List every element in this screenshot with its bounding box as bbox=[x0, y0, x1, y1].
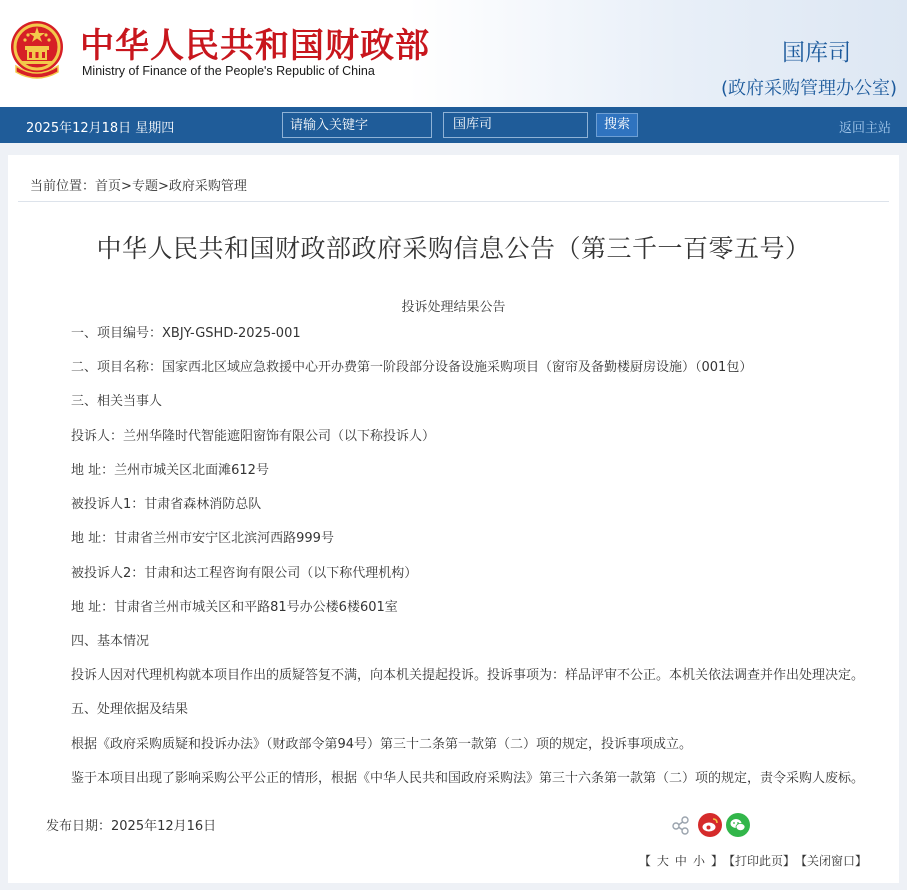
article-paragraph: 五、处理依据及结果 bbox=[71, 702, 189, 717]
article-paragraph: 鉴于本项目出现了影响采购公平公正的情形，根据《中华人民共和国政府采购法》第三十六条第一款第（二）项的规定，责令采购人废标。 bbox=[71, 771, 865, 786]
site-title-cn: 中华人民共和国财政部 bbox=[80, 26, 430, 66]
article-paragraph: 四、基本情况 bbox=[71, 634, 150, 649]
publish-date: 发布日期：2025年12月16日 bbox=[46, 819, 217, 834]
article-paragraph: 投诉人：兰州华隆时代智能遮阳窗饰有限公司（以下称投诉人） bbox=[71, 429, 436, 444]
article-paragraph: 地 址：兰州市城关区北面滩612号 bbox=[71, 463, 269, 478]
article-paragraph: 三、相关当事人 bbox=[71, 394, 163, 409]
search-input[interactable] bbox=[282, 112, 432, 138]
article-subtitle: 投诉处理结果公告 bbox=[401, 300, 506, 315]
page-tools bbox=[639, 852, 867, 869]
article-paragraph: 投诉人因对代理机构就本项目作出的质疑答复不满，向本机关提起投诉。投诉事项为：样品评审不公正。本机关依法调查并作出处理决定。 bbox=[71, 668, 865, 683]
article-paragraph: 根据《政府采购质疑和投诉办法》（财政部令第94号）第三十二条第一款第（二）项的规定，投诉事项成立。 bbox=[71, 737, 693, 752]
article-paragraph: 地 址：甘肃省兰州市安宁区北滨河西路999号 bbox=[71, 531, 334, 546]
top-navbar bbox=[0, 107, 907, 143]
article-paragraph: 被投诉人1：甘肃省森林消防总队 bbox=[71, 497, 262, 512]
article-paragraph: 二、项目名称：国家西北区域应急救援中心开办费第一阶段部分设备设施采购项目（窗帘及备勤楼厨房设施）（001包） bbox=[71, 360, 753, 375]
weibo-icon[interactable] bbox=[698, 813, 722, 837]
article-paragraph: 被投诉人2：甘肃和达工程咨询有限公司（以下称代理机构） bbox=[71, 566, 418, 581]
breadcrumb-home[interactable]: 首页 bbox=[95, 179, 122, 194]
breadcrumb-divider bbox=[18, 201, 889, 202]
return-home-link[interactable]: 返回主站 bbox=[838, 121, 891, 136]
print-page-link[interactable]: 【打印此页】 bbox=[728, 854, 795, 868]
font-size-bracket-close: 】 bbox=[710, 854, 723, 868]
site-header bbox=[0, 0, 907, 107]
breadcrumb-prefix: 当前位置： bbox=[30, 179, 96, 194]
current-date: 2025年12月18日 星期四 bbox=[26, 121, 175, 136]
wechat-icon[interactable] bbox=[726, 813, 750, 837]
font-size-bracket-open: 【 bbox=[638, 854, 651, 868]
font-size-large[interactable]: 大 bbox=[656, 854, 669, 868]
font-size-medium[interactable]: 中 bbox=[674, 854, 687, 868]
close-window-link[interactable]: 【关闭窗口】 bbox=[800, 854, 867, 868]
search-button[interactable]: 搜索 bbox=[596, 113, 638, 137]
breadcrumb-separator: > bbox=[157, 179, 169, 194]
article-title: 中华人民共和国财政部政府采购信息公告（第三千一百零五号） bbox=[96, 234, 811, 263]
breadcrumb-separator: > bbox=[121, 179, 132, 194]
department-subtitle: (政府采购管理办公室) bbox=[720, 78, 897, 99]
font-size-small[interactable]: 小 bbox=[692, 854, 705, 868]
breadcrumb bbox=[30, 175, 247, 194]
national-emblem-icon bbox=[8, 20, 66, 82]
article-paragraph: 地 址：甘肃省兰州市城关区和平路81号办公楼6楼601室 bbox=[71, 600, 398, 615]
share-icon[interactable] bbox=[669, 813, 693, 837]
search-scope-select[interactable]: 国库司 bbox=[443, 112, 588, 138]
breadcrumb-procurement[interactable]: 政府采购管理 bbox=[168, 179, 247, 194]
article-panel bbox=[8, 155, 899, 883]
department-name: 国库司 bbox=[782, 40, 851, 66]
breadcrumb-topic[interactable]: 专题 bbox=[131, 179, 158, 194]
article-paragraph: 一、项目编号：XBJY-GSHD-2025-001 bbox=[71, 326, 301, 341]
site-title-en: Ministry of Finance of the People's Republic of China bbox=[82, 64, 375, 78]
